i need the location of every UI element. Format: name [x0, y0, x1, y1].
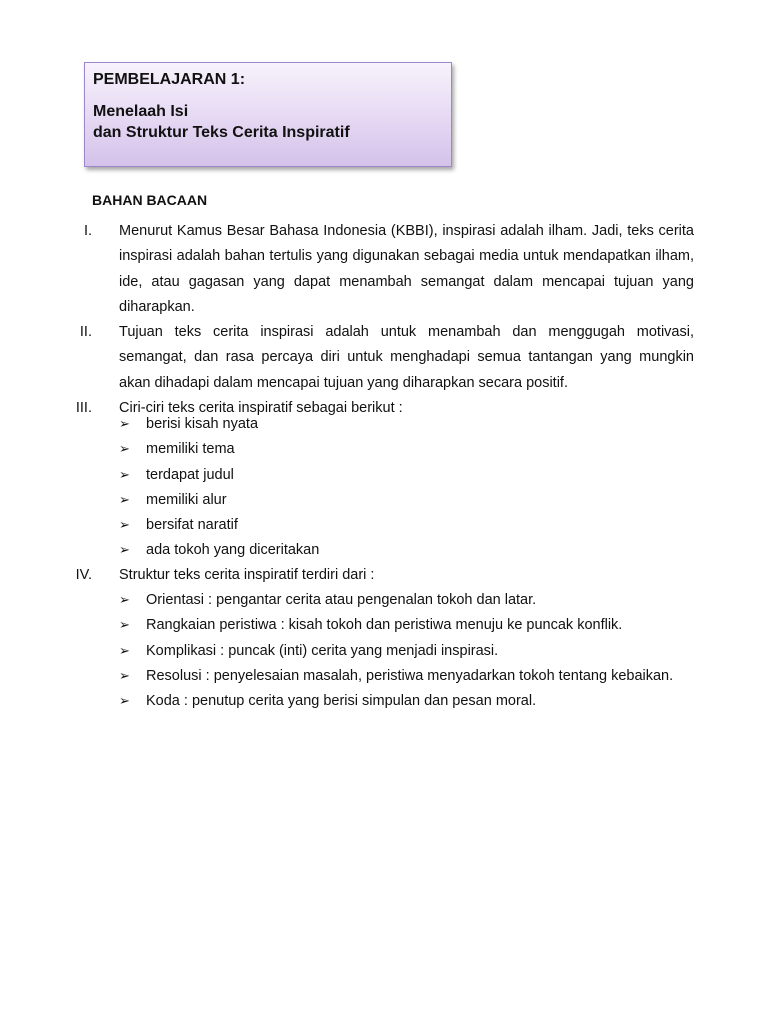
list-item: ➢ memiliki tema [119, 437, 694, 462]
structure-list [119, 588, 694, 714]
list-item: ➢ Koda : penutup cerita yang berisi simpulan dan pesan moral. [119, 689, 694, 714]
list-item: ➢ Orientasi : pengantar cerita atau pengenalan tokoh dan latar. [119, 588, 694, 613]
arrow-bullet-icon: ➢ [119, 593, 130, 608]
list-item: ➢ berisi kisah nyata [119, 412, 694, 437]
arrow-bullet-icon: ➢ [119, 492, 130, 508]
list-item: ➢ memiliki alur [119, 488, 694, 513]
list-item: ➢ ada tokoh yang diceritakan [119, 538, 694, 563]
item-2-text: Tujuan teks cerita inspirasi adalah untuk menambah dan menggugah motivasi, semangat, dan rasa percaya diri untuk menghadapi semua tantangan yang mungkin akan dihadapi dalam mencapai tujuan yang diharapkan secara positif. [119, 324, 694, 391]
item-1-text: Menurut Kamus Besar Bahasa Indonesia (KBBI), inspirasi adalah ilham. Jadi, teks cerita inspirasi adalah bahan tertulis yang digunakan sebagai media untuk mendapatkan ilham, ide, atau gagasan yang dapat menambah semangat dalam mencapai tujuan yang diharapkan. [119, 223, 694, 315]
arrow-bullet-icon: ➢ [119, 618, 130, 634]
item-4-numeral: IV. [75, 567, 92, 583]
arrow-bullet-icon: ➢ [119, 442, 130, 458]
arrow-bullet-icon: ➢ [119, 518, 130, 534]
lesson-title-line-1: Menelaah Isi [93, 103, 189, 120]
list-item: ➢ Resolusi : penyelesaian masalah, peristiwa menyadarkan tokoh tentang kebaikan. [119, 664, 694, 689]
lesson-title-line-2: dan Struktur Teks Cerita Inspiratif [93, 124, 350, 141]
list-item: ➢ bersifat naratif [119, 513, 694, 538]
item-2-numeral: II. [79, 324, 92, 340]
arrow-bullet-icon: ➢ [119, 467, 130, 483]
list-item: ➢ Komplikasi : puncak (inti) cerita yang menjadi inspirasi. [119, 639, 694, 664]
arrow-bullet-icon: ➢ [119, 643, 130, 659]
lesson-title-box [84, 62, 452, 167]
lesson-label: PEMBELAJARAN 1: [93, 71, 246, 88]
arrow-bullet-icon: ➢ [119, 694, 130, 710]
list-item: ➢ terdapat judul [119, 463, 694, 488]
arrow-bullet-icon: ➢ [119, 417, 130, 432]
arrow-bullet-icon: ➢ [119, 543, 130, 559]
item-1-numeral: I. [83, 223, 92, 239]
item-3-text: Ciri-ciri teks cerita inspiratif sebagai berikut : [119, 400, 403, 416]
section-heading: BAHAN BACAAN [92, 192, 208, 208]
item-3-numeral: III. [75, 400, 92, 416]
list-item: ➢ Rangkaian peristiwa : kisah tokoh dan peristiwa menuju ke puncak konflik. [119, 613, 694, 638]
item-4-text: Struktur teks cerita inspiratif terdiri dari : [119, 567, 375, 583]
features-list [119, 412, 694, 564]
arrow-bullet-icon: ➢ [119, 668, 130, 684]
